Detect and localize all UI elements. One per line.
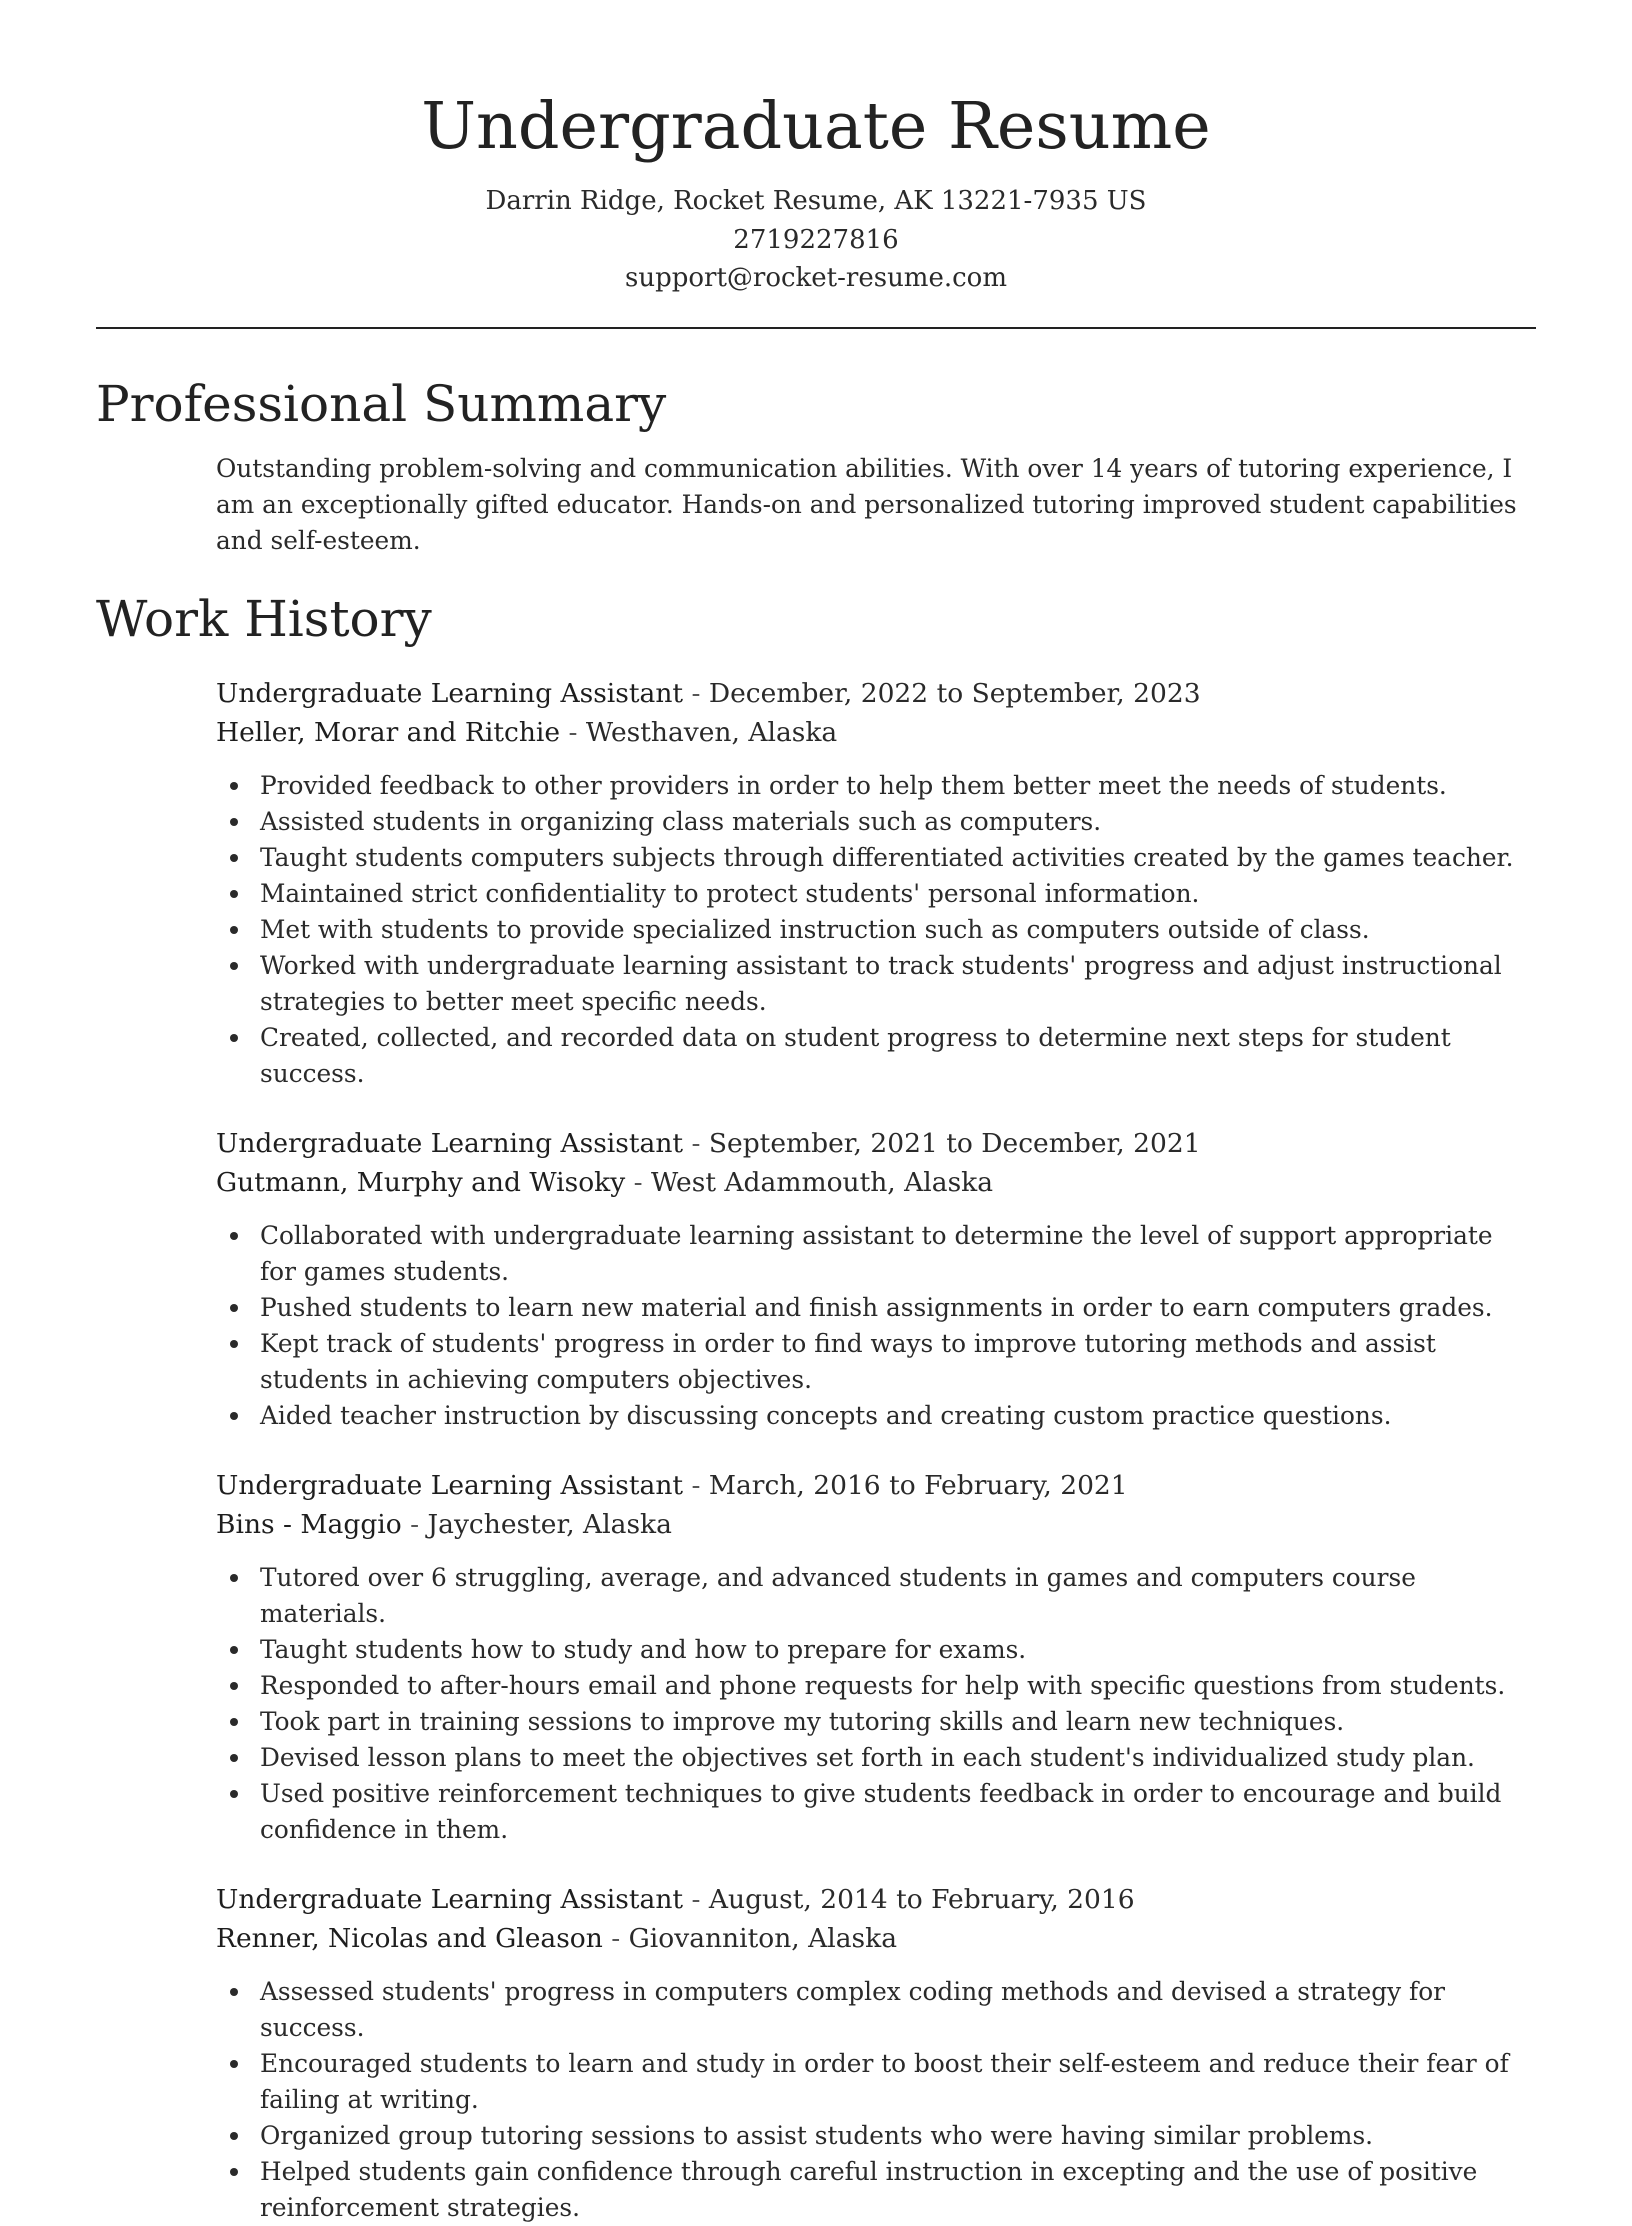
job-entry xyxy=(216,1880,1536,2226)
bullet-dot-icon xyxy=(230,1790,238,1798)
bullet-dot-icon xyxy=(230,1646,238,1654)
bullet-dot-icon xyxy=(230,1412,238,1420)
job-company-line xyxy=(216,1919,1536,1958)
job-duty-text: Encouraged students to learn and study in order to boost their self-esteem and reduce their fear of failing at writing. xyxy=(260,2048,1509,2114)
job-duty-text: Aided teacher instruction by discussing concepts and creating custom practice questions. xyxy=(260,1400,1392,1430)
job-company: Gutmann, Murphy and Wisoky xyxy=(216,1166,626,1198)
summary-section xyxy=(96,369,1536,559)
job-company: Heller, Morar and Ritchie xyxy=(216,716,561,748)
work-history-section xyxy=(96,584,1536,2226)
job-duty xyxy=(260,1290,1536,1326)
job-duty-text: Worked with undergraduate learning assistant to track students' progress and adjust instructional strategies to better meet specific needs. xyxy=(260,950,1502,1016)
bullet-dot-icon xyxy=(230,2168,238,2176)
job-separator: - xyxy=(401,1508,428,1540)
job-separator: - xyxy=(683,677,709,709)
job-duty xyxy=(260,1020,1536,1092)
bullet-dot-icon xyxy=(230,1682,238,1690)
bullet-dot-icon xyxy=(230,1034,238,1042)
bullet-dot-icon xyxy=(230,890,238,898)
job-duty-text: Maintained strict confidentiality to protect students' personal information. xyxy=(260,878,1200,908)
bullet-dot-icon xyxy=(230,1304,238,1312)
job-duty-text: Met with students to provide specialized instruction such as computers outside of class. xyxy=(260,914,1370,944)
bullet-dot-icon xyxy=(230,782,238,790)
job-duties xyxy=(216,1974,1536,2226)
job-duty xyxy=(260,2046,1536,2118)
job-duty-text: Taught students how to study and how to prepare for exams. xyxy=(260,1634,1027,1664)
job-location: Giovanniton, Alaska xyxy=(628,1922,897,1954)
resume-header xyxy=(96,0,1536,298)
job-title-line xyxy=(216,1880,1536,1919)
job-company-line xyxy=(216,1505,1536,1544)
job-dates: August, 2014 to February, 2016 xyxy=(708,1883,1135,1915)
job-separator: - xyxy=(683,1883,709,1915)
job-duty xyxy=(260,1776,1536,1848)
job-duty-text: Assisted students in organizing class materials such as computers. xyxy=(260,806,1102,836)
job-duties xyxy=(216,1218,1536,1434)
resume-title: Undergraduate Resume xyxy=(421,89,1211,164)
job-duties xyxy=(216,1560,1536,1848)
job-duty-text: Organized group tutoring sessions to assist students who were having similar problems. xyxy=(260,2120,1374,2150)
job-separator: - xyxy=(625,1166,651,1198)
bullet-dot-icon xyxy=(230,818,238,826)
job-duty-text: Pushed students to learn new material and finish assignments in order to earn computers grades. xyxy=(260,1292,1493,1322)
job-title: Undergraduate Learning Assistant xyxy=(216,677,684,709)
job-duty-text: Helped students gain confidence through careful instruction in excepting and the use of positive reinforcement strategies. xyxy=(260,2156,1478,2222)
job-list xyxy=(216,674,1536,2226)
job-duty-text: Kept track of students' progress in order to find ways to improve tutoring methods and assist students in achieving computers objectives. xyxy=(260,1328,1436,1394)
job-location: West Adammouth, Alaska xyxy=(650,1166,994,1198)
bullet-dot-icon xyxy=(230,1754,238,1762)
job-duty xyxy=(260,912,1536,948)
job-title: Undergraduate Learning Assistant xyxy=(216,1883,684,1915)
resume-page xyxy=(96,0,1536,2226)
job-duty xyxy=(260,1668,1536,1704)
job-separator: - xyxy=(683,1469,709,1501)
job-duty xyxy=(260,1326,1536,1398)
job-dates: March, 2016 to February, 2021 xyxy=(708,1469,1128,1501)
job-entry xyxy=(216,674,1536,1092)
job-duty xyxy=(260,948,1536,1020)
work-history-heading: Work History xyxy=(96,589,432,648)
job-separator: - xyxy=(560,716,586,748)
job-duty-text: Responded to after-hours email and phone requests for help with specific questions from students. xyxy=(260,1670,1506,1700)
job-company-line xyxy=(216,1163,1536,1202)
job-duty xyxy=(260,768,1536,804)
job-duty xyxy=(260,1632,1536,1668)
job-entry xyxy=(216,1466,1536,1848)
bullet-dot-icon xyxy=(230,2132,238,2140)
job-duty xyxy=(260,1740,1536,1776)
job-duty xyxy=(260,804,1536,840)
job-duty-text: Taught students computers subjects through differentiated activities created by the games teacher. xyxy=(260,842,1514,872)
job-title-line xyxy=(216,674,1536,713)
job-separator: - xyxy=(683,1127,709,1159)
job-duty xyxy=(260,2118,1536,2154)
job-duty xyxy=(260,1560,1536,1632)
job-dates: December, 2022 to September, 2023 xyxy=(708,677,1201,709)
contact-phone: 2719227816 xyxy=(733,224,899,255)
job-duty-text: Took part in training sessions to improve my tutoring skills and learn new techniques. xyxy=(260,1706,1345,1736)
job-company: Renner, Nicolas and Gleason xyxy=(216,1922,603,1954)
job-duty-text: Used positive reinforcement techniques to give students feedback in order to encourage and build confidence in them. xyxy=(260,1778,1502,1844)
bullet-dot-icon xyxy=(230,926,238,934)
job-duty-text: Created, collected, and recorded data on student progress to determine next steps for student success. xyxy=(260,1022,1451,1088)
job-title: Undergraduate Learning Assistant xyxy=(216,1127,684,1159)
contact-address: Darrin Ridge, Rocket Resume, AK 13221-7935 US xyxy=(485,186,1147,216)
job-duty xyxy=(260,876,1536,912)
bullet-dot-icon xyxy=(230,1574,238,1582)
job-location: Westhaven, Alaska xyxy=(585,716,838,748)
job-entry xyxy=(216,1124,1536,1434)
job-duty-text: Tutored over 6 struggling, average, and advanced students in games and computers course materials. xyxy=(260,1562,1416,1628)
job-duty xyxy=(260,1974,1536,2046)
bullet-dot-icon xyxy=(230,1718,238,1726)
bullet-dot-icon xyxy=(230,1988,238,1996)
job-duty-text: Assessed students' progress in computers complex coding methods and devised a strategy for success. xyxy=(260,1976,1445,2042)
job-location: Jaychester, Alaska xyxy=(427,1508,672,1540)
job-company-line xyxy=(216,713,1536,752)
contact-email: support@rocket-resume.com xyxy=(624,263,1007,293)
job-duty-text: Provided feedback to other providers in order to help them better meet the needs of students. xyxy=(260,770,1447,800)
job-dates: September, 2021 to December, 2021 xyxy=(708,1127,1201,1159)
job-duties xyxy=(216,768,1536,1092)
bullet-dot-icon xyxy=(230,1340,238,1348)
job-duty xyxy=(260,1704,1536,1740)
job-duty xyxy=(260,840,1536,876)
job-duty xyxy=(260,1218,1536,1290)
job-duty xyxy=(260,2154,1536,2226)
bullet-dot-icon xyxy=(230,2060,238,2068)
summary-text: Outstanding problem-solving and communication abilities. With over 14 years of tutoring experience, I am an exceptionally gifted educator. Hands-on and personalized tutoring improved student capabilities and self-esteem. xyxy=(216,453,1517,555)
job-duty xyxy=(260,1398,1536,1434)
job-duty-text: Collaborated with undergraduate learning assistant to determine the level of support appropriate for games students. xyxy=(260,1220,1493,1286)
bullet-dot-icon xyxy=(230,1232,238,1240)
bullet-dot-icon xyxy=(230,854,238,862)
header-divider xyxy=(96,327,1536,329)
bullet-dot-icon xyxy=(230,962,238,970)
summary-heading: Professional Summary xyxy=(96,374,667,433)
job-duty-text: Devised lesson plans to meet the objectives set forth in each student's individualized study plan. xyxy=(260,1742,1475,1772)
job-title: Undergraduate Learning Assistant xyxy=(216,1469,684,1501)
job-title-line xyxy=(216,1124,1536,1163)
job-title-line xyxy=(216,1466,1536,1505)
job-company: Bins - Maggio xyxy=(216,1508,402,1540)
job-separator: - xyxy=(602,1922,629,1954)
contact-info xyxy=(96,182,1536,298)
